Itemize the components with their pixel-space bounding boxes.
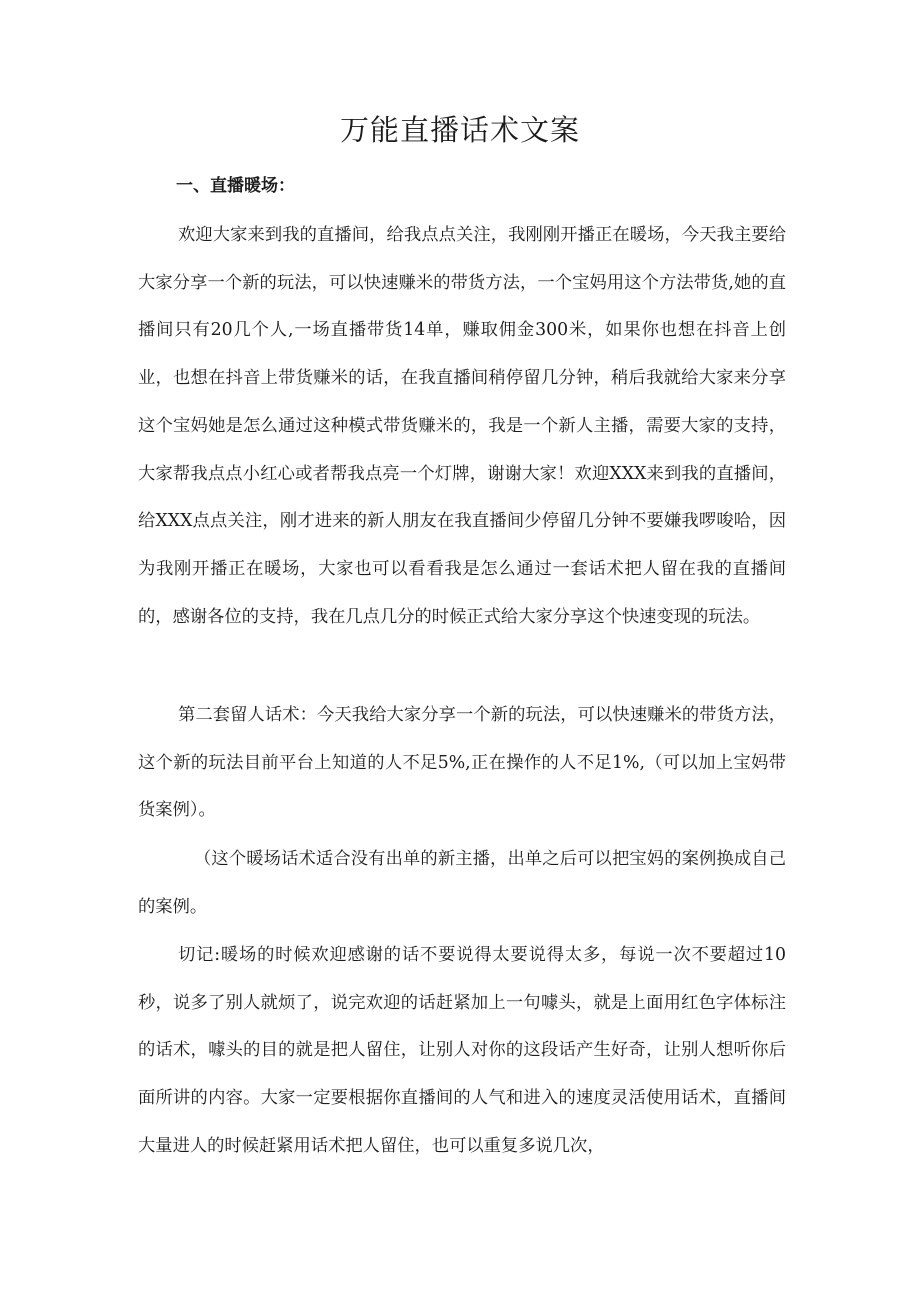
paragraph-retention-script: 第二套留人话术：今天我给大家分享一个新的玩法，可以快速赚米的带货方法，这个新的玩法目前平台上知道的人不足5%,正在操作的人不足1%,（可以加上宝妈带货案例）。: [138, 705, 786, 821]
section-heading: 一、直播暖场：: [176, 176, 295, 196]
paragraph-reminder: 切记:暖场的时候欢迎感谢的话不要说得太要说得太多，每说一次不要超过10秒，说多了别人就烦了，说完欢迎的话赶紧加上一句噱头，就是上面用红色字体标注的话术，噱头的目的就是把人留住，让别人对你的这段话产生好奇，让别人想听你后面所讲的内容。大家一定要根据你直播间的人气和进入的速度灵活使用话术，直播间大量进人的时候赶紧用话术把人留住，也可以重复多说几次，: [138, 945, 786, 1156]
document-title: 万能直播话术文案: [339, 113, 580, 147]
paragraph-note: （这个暖场话术适合没有出单的新主播，出单之后可以把宝妈的案例换成自己的案例。: [138, 849, 786, 917]
paragraph-welcome-script: 欢迎大家来到我的直播间，给我点点关注，我刚刚开播正在暖场，今天我主要给大家分享一个新的玩法，可以快速赚米的带货方法，一个宝妈用这个方法带货,她的直播间只有20几个人,一场直播带货14单，赚取佣金300米，如果你也想在抖音上创业，也想在抖音上带货赚米的话，在我直播间稍停留几分钟，稍后我就给大家来分享这个宝妈她是怎么通过这种模式带货赚米的，我是一个新人主播，需要大家的支持，大家帮我点点小红心或者帮我点亮一个灯牌，谢谢大家！欢迎XXX来到我的直播间，给XXX点点关注，刚才进来的新人朋友在我直播间少停留几分钟不要嫌我啰唆哈，因为我刚开播正在暖场，大家也可以看看我是怎么通过一套话术把人留在我的直播间的，感谢各位的支持，我在几点几分的时候正式给大家分享这个快速变现的玩法。: [138, 225, 786, 627]
